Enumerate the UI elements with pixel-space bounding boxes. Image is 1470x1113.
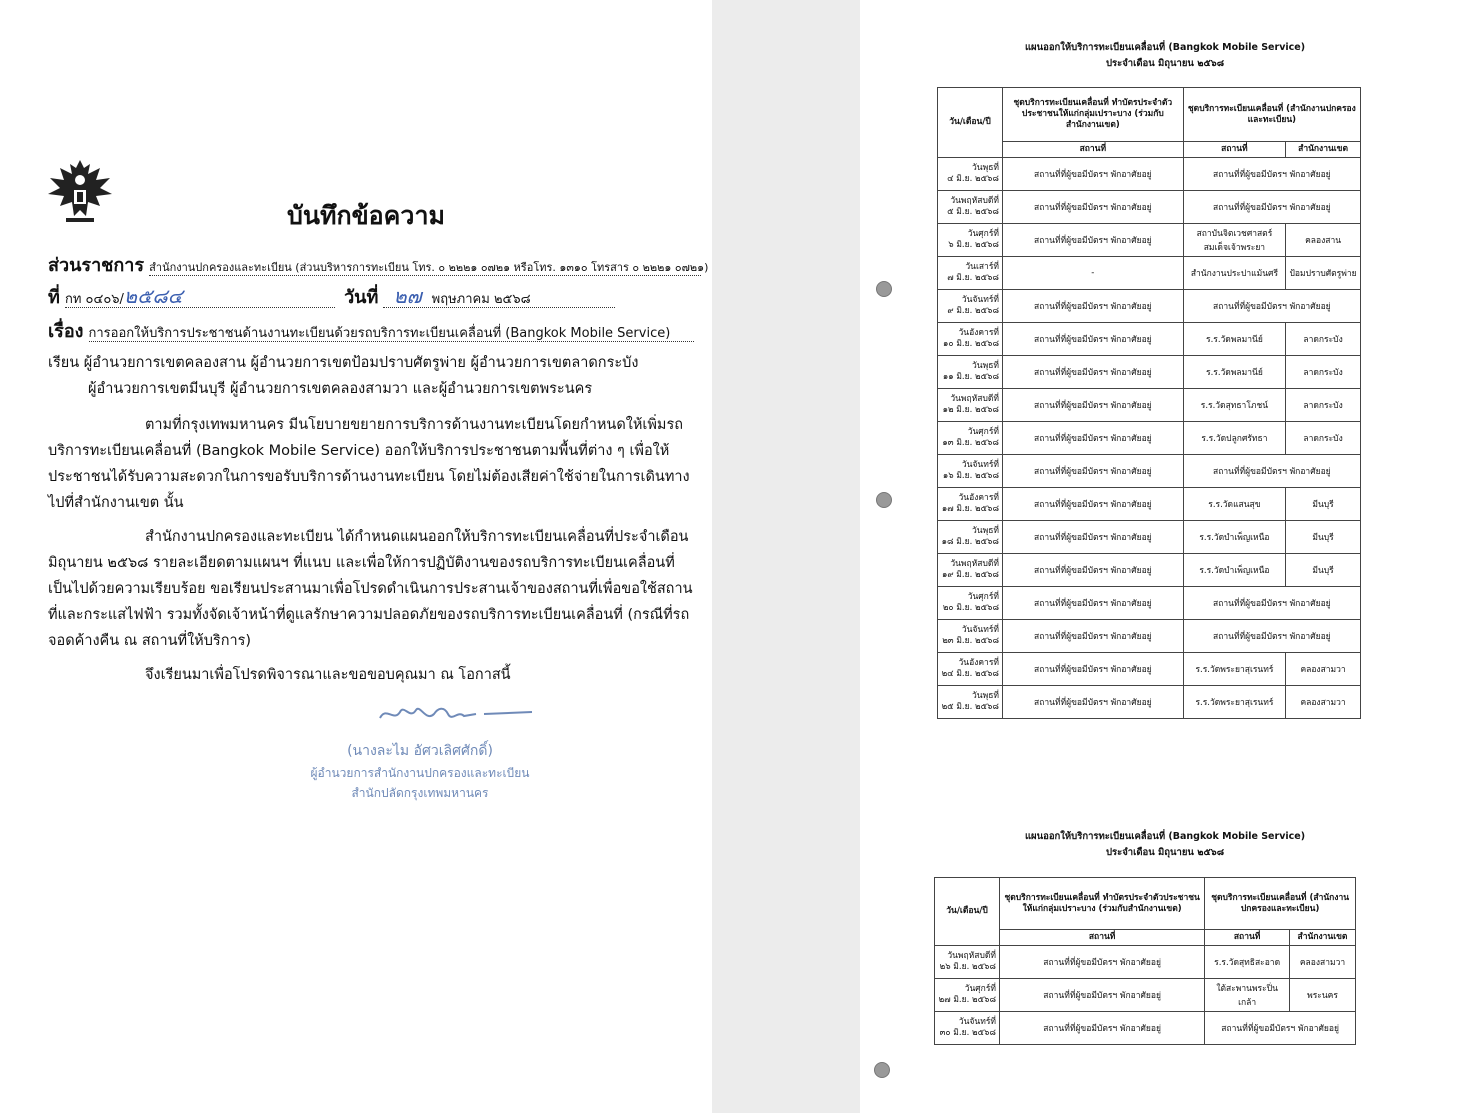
table-row — [938, 389, 1361, 422]
row-place-group1: สถานที่ที่ผู้ขอมีบัตรฯ พักอาศัยอยู่ — [1003, 620, 1184, 653]
row-place-group1: สถานที่ที่ผู้ขอมีบัตรฯ พักอาศัยอยู่ — [1003, 488, 1184, 521]
row-date — [938, 356, 1003, 389]
row-day: วันพุธที่ — [972, 361, 999, 371]
table-row — [938, 224, 1361, 257]
row-date — [938, 257, 1003, 290]
plan-pages — [860, 0, 1470, 1113]
row-date — [935, 946, 1000, 979]
row-place-group2: สถานที่ที่ผู้ขอมีบัตรฯ พักอาศัยอยู่ — [1183, 455, 1360, 488]
header-group2-b: ชุดบริการทะเบียนเคลื่อนที่ (สำนักงานปกครองและทะเบียน) — [1205, 878, 1356, 930]
table-row — [938, 686, 1361, 719]
row-date-value: ๑๖ มิ.ย. ๒๕๖๘ — [942, 471, 999, 481]
row-date-value: ๒๖ มิ.ย. ๒๕๖๘ — [939, 962, 996, 972]
row-place-group1: สถานที่ที่ผู้ขอมีบัตรฯ พักอาศัยอยู่ — [1003, 422, 1184, 455]
row-office: ลาดกระบัง — [1286, 356, 1361, 389]
row-date-value: ๒๐ มิ.ย. ๒๕๖๘ — [942, 603, 999, 613]
row-day: วันพุธที่ — [972, 526, 999, 536]
row-office: คลองสาน — [1286, 224, 1361, 257]
table-row — [938, 653, 1361, 686]
row-day: วันพฤหัสบดีที่ — [950, 559, 999, 569]
row-place-group1: สถานที่ที่ผู้ขอมีบัตรฯ พักอาศัยอยู่ — [1000, 946, 1205, 979]
row-place-group1: สถานที่ที่ผู้ขอมีบัตรฯ พักอาศัยอยู่ — [1003, 389, 1184, 422]
row-place-group1: สถานที่ที่ผู้ขอมีบัตรฯ พักอาศัยอยู่ — [1003, 653, 1184, 686]
row-place-group1: สถานที่ที่ผู้ขอมีบัตรฯ พักอาศัยอยู่ — [1003, 290, 1184, 323]
row-place-group2: สถาบันจิตเวชศาสตร์สมเด็จเจ้าพระยา — [1183, 224, 1285, 257]
row-date-value: ๑๐ มิ.ย. ๒๕๖๘ — [943, 339, 999, 349]
row-place-group1: สถานที่ที่ผู้ขอมีบัตรฯ พักอาศัยอยู่ — [1003, 323, 1184, 356]
row-place-group1: สถานที่ที่ผู้ขอมีบัตรฯ พักอาศัยอยู่ — [1003, 158, 1184, 191]
row-office: มีนบุรี — [1286, 488, 1361, 521]
row-date-value: ๑๑ มิ.ย. ๒๕๖๘ — [942, 372, 999, 382]
row-place-group2: ร.ร.วัดพระยาสุเรนทร์ — [1183, 686, 1285, 719]
row-date — [938, 653, 1003, 686]
row-day: วันจันทร์ที่ — [961, 295, 999, 305]
ref-row — [48, 282, 615, 311]
row-date-value: ๓๐ มิ.ย. ๒๕๖๘ — [939, 1028, 996, 1038]
plan-title-line1-b: แผนออกให้บริการทะเบียนเคลื่อนที่ (Bangkok Mobile Service) — [1024, 831, 1306, 842]
ref-field — [64, 284, 335, 308]
row-day: วันพฤหัสบดีที่ — [950, 196, 999, 206]
row-day: วันจันทร์ที่ — [958, 1017, 996, 1027]
header-office-b: สำนักงานเขต — [1290, 930, 1356, 946]
subject-value: การออกให้บริการประชาชนด้านงานทะเบียนด้วยรถบริการทะเบียนเคลื่อนที่ (Bangkok Mobile Service) — [89, 327, 694, 342]
row-place-group2: ร.ร.วัดพลมานีย์ — [1183, 323, 1285, 356]
row-place-group2: สถานที่ที่ผู้ขอมีบัตรฯ พักอาศัยอยู่ — [1205, 1012, 1356, 1045]
plan-title-bottom — [860, 829, 1470, 861]
row-place-group1: สถานที่ที่ผู้ขอมีบัตรฯ พักอาศัยอยู่ — [1003, 554, 1184, 587]
header-place2: สถานที่ — [1183, 142, 1285, 158]
date-field — [383, 284, 615, 308]
row-place-group1: สถานที่ที่ผู้ขอมีบัตรฯ พักอาศัยอยู่ — [1003, 587, 1184, 620]
signer-office: สำนักปลัดกรุงเทพมหานคร — [351, 786, 489, 800]
row-date — [938, 620, 1003, 653]
row-date-value: ๖ มิ.ย. ๒๕๖๘ — [948, 240, 999, 250]
table-row — [935, 946, 1356, 979]
table-row — [938, 356, 1361, 389]
row-place-group2: ร.ร.วัดบำเพ็ญเหนือ — [1183, 521, 1285, 554]
row-date — [938, 488, 1003, 521]
row-date-value: ๑๗ มิ.ย. ๒๕๖๘ — [941, 504, 999, 514]
header-place-b: สถานที่ — [1000, 930, 1205, 946]
row-office: ลาดกระบัง — [1286, 389, 1361, 422]
row-date-value: ๕ มิ.ย. ๒๕๖๘ — [947, 207, 999, 217]
row-office: คลองสามวา — [1290, 946, 1356, 979]
row-date — [938, 587, 1003, 620]
row-place-group2: สถานที่ที่ผู้ขอมีบัตรฯ พักอาศัยอยู่ — [1183, 587, 1360, 620]
row-date-value: ๒๓ มิ.ย. ๒๕๖๘ — [942, 636, 999, 646]
recipients-line-1: เรียน ผู้อำนวยการเขตคลองสาน ผู้อำนวยการเขตป้อมปราบศัตรูพ่าย ผู้อำนวยการเขตลาดกระบัง — [48, 355, 639, 371]
row-day: วันศุกร์ที่ — [967, 427, 999, 437]
row-date-value: ๑๓ มิ.ย. ๒๕๖๘ — [942, 438, 999, 448]
agency-label: ส่วนราชการ — [48, 255, 145, 276]
header-place: สถานที่ — [1003, 142, 1184, 158]
table-row — [935, 1012, 1356, 1045]
header-office: สำนักงานเขต — [1286, 142, 1361, 158]
row-day: วันพุธที่ — [972, 691, 999, 701]
row-date — [938, 455, 1003, 488]
row-date — [938, 290, 1003, 323]
agency-row — [48, 250, 709, 279]
ref-label: ที่ — [48, 287, 60, 308]
subject-row — [48, 316, 694, 345]
row-place-group1: - — [1003, 257, 1184, 290]
row-place-group1: สถานที่ที่ผู้ขอมีบัตรฯ พักอาศัยอยู่ — [1000, 979, 1205, 1012]
date-value: พฤษภาคม ๒๕๖๘ — [431, 292, 531, 307]
table-row — [935, 979, 1356, 1012]
row-date — [938, 686, 1003, 719]
row-office: คลองสามวา — [1286, 686, 1361, 719]
row-place-group1: สถานที่ที่ผู้ขอมีบัตรฯ พักอาศัยอยู่ — [1003, 521, 1184, 554]
row-office: มีนบุรี — [1286, 554, 1361, 587]
table-row — [938, 422, 1361, 455]
paragraph-1-text: ตามที่กรุงเทพมหานคร มีนโยบายขยายการบริการด้านงานทะเบียนโดยกำหนดให้เพิ่มรถบริการทะเบียนเคลื่อนที่ (Bangkok Mobile Service) ออกให้บริการประชาชนตามพื้นที่ต่าง ๆ เพื่อให้ประชาชนได้รับความสะดวกในการขอรับบริการด้านงานทะเบียน โดยไม่ต้องเสียค่าใช้จ่ายในการเดินทางไปที่สำนักงานเขต นั้น — [48, 417, 690, 511]
header-place2-b: สถานที่ — [1205, 930, 1290, 946]
row-day: วันอังคารที่ — [958, 328, 999, 338]
row-place-group2: ร.ร.วัดพลมานีย์ — [1183, 356, 1285, 389]
table-row — [938, 191, 1361, 224]
header-group2: ชุดบริการทะเบียนเคลื่อนที่ (สำนักงานปกครองและทะเบียน) — [1183, 88, 1360, 142]
signer-name: (นางละไม อัศวเลิศศักดิ์) — [347, 743, 493, 759]
row-place-group2: ใต้สะพานพระปิ่นเกล้า — [1205, 979, 1290, 1012]
table-row — [938, 488, 1361, 521]
row-date-value: ๒๕ มิ.ย. ๒๕๖๘ — [941, 702, 999, 712]
signature-icon — [372, 692, 542, 732]
binder-hole-icon — [874, 1062, 890, 1078]
row-date-value: ๑๒ มิ.ย. ๒๕๖๘ — [942, 405, 999, 415]
row-day: วันพฤหัสบดีที่ — [947, 951, 996, 961]
row-day: วันจันทร์ที่ — [961, 460, 999, 470]
row-day: วันจันทร์ที่ — [961, 625, 999, 635]
row-date — [935, 1012, 1000, 1045]
row-date-value: ๗ มิ.ย. ๒๕๖๘ — [947, 273, 999, 283]
row-date — [938, 422, 1003, 455]
row-day: วันพฤหัสบดีที่ — [950, 394, 999, 404]
recipients — [48, 350, 693, 402]
row-place-group2: ร.ร.วัดพระยาสุเรนทร์ — [1183, 653, 1285, 686]
date-label: วันที่ — [344, 287, 379, 308]
plan-title-line1: แผนออกให้บริการทะเบียนเคลื่อนที่ (Bangkok Mobile Service) — [1024, 42, 1306, 53]
agency-value: สำนักงานปกครองและทะเบียน (ส่วนบริหารการทะเบียน โทร. ๐ ๒๒๒๑ ๐๗๒๑ หรือโทร. ๑๓๑๐ โทรสาร ๐ ๒๒๒๑ ๐๗๒๑) — [149, 261, 709, 274]
binder-hole-icon — [876, 492, 892, 508]
row-date — [935, 979, 1000, 1012]
header-date: วัน/เดือน/ปี — [938, 88, 1003, 158]
row-place-group2: ร.ร.วัดปลูกศรัทธา — [1183, 422, 1285, 455]
row-place-group2: ร.ร.วัดบำเพ็ญเหนือ — [1183, 554, 1285, 587]
memo-page — [0, 0, 712, 1113]
row-day: วันศุกร์ที่ — [964, 984, 996, 994]
row-day: วันเสาร์ที่ — [965, 262, 999, 272]
row-office: คลองสามวา — [1286, 653, 1361, 686]
row-day: วันศุกร์ที่ — [967, 592, 999, 602]
table-row — [938, 323, 1361, 356]
table-row — [938, 554, 1361, 587]
ref-handwritten: ๒๕๘๔ — [123, 284, 183, 308]
row-date — [938, 158, 1003, 191]
row-place-group2: สำนักงานประปาแม้นศรี — [1183, 257, 1285, 290]
paragraph-3 — [48, 662, 693, 688]
table-row — [938, 521, 1361, 554]
row-date-value: ๒๗ มิ.ย. ๒๕๖๘ — [938, 995, 996, 1005]
row-place-group1: สถานที่ที่ผู้ขอมีบัตรฯ พักอาศัยอยู่ — [1003, 191, 1184, 224]
plan-table-1 — [937, 87, 1361, 719]
row-office: ลาดกระบัง — [1286, 422, 1361, 455]
table-row — [938, 290, 1361, 323]
table-row — [938, 257, 1361, 290]
paragraph-1 — [48, 412, 693, 516]
plan-title-line2-b: ประจำเดือน มิถุนายน ๒๕๖๘ — [1105, 847, 1225, 858]
row-place-group1: สถานที่ที่ผู้ขอมีบัตรฯ พักอาศัยอยู่ — [1003, 224, 1184, 257]
row-place-group2: ร.ร.วัดแสนสุข — [1183, 488, 1285, 521]
row-office: พระนคร — [1290, 979, 1356, 1012]
memo-title: บันทึกข้อความ — [287, 201, 445, 230]
row-place-group2: ร.ร.วัดสุทธิสะอาด — [1205, 946, 1290, 979]
row-place-group2: ร.ร.วัดสุทธาโภชน์ — [1183, 389, 1285, 422]
garuda-emblem-icon — [44, 154, 116, 226]
row-office: ป้อมปราบศัตรูพ่าย — [1286, 257, 1361, 290]
subject-label: เรื่อง — [48, 321, 84, 342]
row-place-group2: สถานที่ที่ผู้ขอมีบัตรฯ พักอาศัยอยู่ — [1183, 290, 1360, 323]
row-date — [938, 224, 1003, 257]
paragraph-2-text: สำนักงานปกครองและทะเบียน ได้กำหนดแผนออกให้บริการทะเบียนเคลื่อนที่ประจำเดือนมิถุนายน ๒๕๖๘ รายละเอียดตามแผนฯ ที่แนบ และเพื่อให้การปฏิบัติงานของรถบริการทะเบียนเคลื่อนที่เป็นไปด้วยความเรียบร้อย ขอเรียนประสานมาเพื่อโปรดดำเนินการประสานเจ้าของสถานที่เพื่อขอใช้สถานที่และกระแสไฟฟ้า รวมทั้งจัดเจ้าหน้าที่ดูแลรักษาความปลอดภัยของรถบริการทะเบียนเคลื่อนที่ (กรณีที่รถจอดค้างคืน ณ สถานที่ให้บริการ) — [48, 529, 693, 649]
row-day: วันอังคารที่ — [958, 658, 999, 668]
paragraph-2 — [48, 524, 693, 654]
date-day: ๒๗ — [393, 284, 422, 308]
table-row — [938, 587, 1361, 620]
row-date-value: ๙ มิ.ย. ๒๕๖๘ — [947, 306, 999, 316]
row-office: ลาดกระบัง — [1286, 323, 1361, 356]
row-place-group1: สถานที่ที่ผู้ขอมีบัตรฯ พักอาศัยอยู่ — [1003, 686, 1184, 719]
row-date-value: ๒๔ มิ.ย. ๒๕๖๘ — [941, 669, 999, 679]
row-place-group2: สถานที่ที่ผู้ขอมีบัตรฯ พักอาศัยอยู่ — [1183, 158, 1360, 191]
table-row — [938, 455, 1361, 488]
signer-position: ผู้อำนวยการสำนักงานปกครองและทะเบียน — [310, 766, 530, 780]
row-day: วันพุธที่ — [972, 163, 999, 173]
row-date-value: ๑๙ มิ.ย. ๒๕๖๘ — [941, 570, 999, 580]
row-date — [938, 521, 1003, 554]
ref-value: กท ๐๔๐๖/ — [64, 292, 124, 307]
row-date — [938, 389, 1003, 422]
paragraph-3-text: จึงเรียนมาเพื่อโปรดพิจารณาและขอขอบคุณมา ณ โอกาสนี้ — [145, 667, 511, 683]
row-place-group1: สถานที่ที่ผู้ขอมีบัตรฯ พักอาศัยอยู่ — [1003, 356, 1184, 389]
row-date-value: ๔ มิ.ย. ๒๕๖๘ — [947, 174, 999, 184]
table-row — [938, 620, 1361, 653]
row-place-group2: สถานที่ที่ผู้ขอมีบัตรฯ พักอาศัยอยู่ — [1183, 620, 1360, 653]
row-date-value: ๑๘ มิ.ย. ๒๕๖๘ — [941, 537, 999, 547]
plan-title-line2: ประจำเดือน มิถุนายน ๒๕๖๘ — [1105, 58, 1225, 69]
plan-title-top — [860, 40, 1470, 72]
row-date — [938, 191, 1003, 224]
header-group1-b: ชุดบริการทะเบียนเคลื่อนที่ ทำบัตรประจำตัวประชาชนให้แก่กลุ่มเปราะบาง (ร่วมกับสำนักงานเขต) — [1000, 878, 1205, 930]
plan-table-2 — [934, 877, 1356, 1045]
row-date — [938, 323, 1003, 356]
header-date-b: วัน/เดือน/ปี — [935, 878, 1000, 946]
binder-hole-icon — [876, 281, 892, 297]
table-row — [938, 158, 1361, 191]
header-group1: ชุดบริการทะเบียนเคลื่อนที่ ทำบัตรประจำตัวประชาชนให้แก่กลุ่มเปราะบาง (ร่วมกับสำนักงานเขต) — [1003, 88, 1184, 142]
row-place-group1: สถานที่ที่ผู้ขอมีบัตรฯ พักอาศัยอยู่ — [1000, 1012, 1205, 1045]
row-date — [938, 554, 1003, 587]
row-office: มีนบุรี — [1286, 521, 1361, 554]
row-day: วันอังคารที่ — [958, 493, 999, 503]
row-place-group1: สถานที่ที่ผู้ขอมีบัตรฯ พักอาศัยอยู่ — [1003, 455, 1184, 488]
recipients-line-2: ผู้อำนวยการเขตมีนบุรี ผู้อำนวยการเขตคลองสามวา และผู้อำนวยการเขตพระนคร — [88, 381, 593, 397]
row-place-group2: สถานที่ที่ผู้ขอมีบัตรฯ พักอาศัยอยู่ — [1183, 191, 1360, 224]
row-day: วันศุกร์ที่ — [967, 229, 999, 239]
